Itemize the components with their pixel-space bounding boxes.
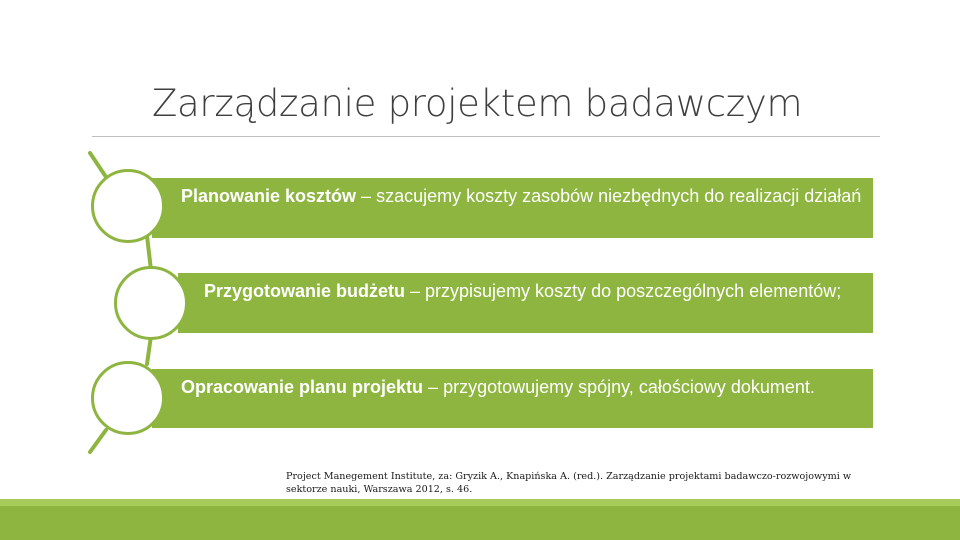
step-1-description: szacujemy koszty zasobów niezbędnych do realizacji działań — [376, 186, 862, 206]
step-box-3 — [152, 369, 873, 428]
step-2-description: przypisujemy koszty do poszczególnych elementów; — [425, 281, 842, 301]
step-1-term: Planowanie kosztów — [181, 186, 357, 206]
step-1-separator: – — [356, 186, 377, 206]
step-3-circle — [91, 361, 165, 435]
footer-accent-bar — [0, 499, 960, 540]
step-1-circle — [91, 169, 165, 243]
footer-accent-highlight — [0, 499, 960, 506]
source-citation: Project Manegement Institute, za: Gryzik A., Knapińska A. (red.). Zarządzanie projektami badawczo-rozwojowymi w sektorze nauki, Warszawa 2012, s. 46. — [286, 471, 852, 495]
step-box-2 — [178, 273, 873, 333]
slide-title: Zarządzanie projektem badawczym — [152, 82, 803, 125]
step-3-separator: – — [423, 377, 444, 397]
step-2-term: Przygotowanie budżetu — [204, 281, 406, 301]
step-3-term: Opracowanie planu projektu — [181, 377, 424, 397]
step-2-circle — [114, 266, 188, 340]
step-3-description: przygotowujemy spójny, całościowy dokument. — [443, 377, 815, 397]
step-2-text — [204, 279, 853, 303]
step-2-separator: – — [405, 281, 426, 301]
step-1-text — [181, 184, 864, 208]
step-box-1 — [152, 178, 873, 238]
step-3-text — [181, 375, 853, 399]
